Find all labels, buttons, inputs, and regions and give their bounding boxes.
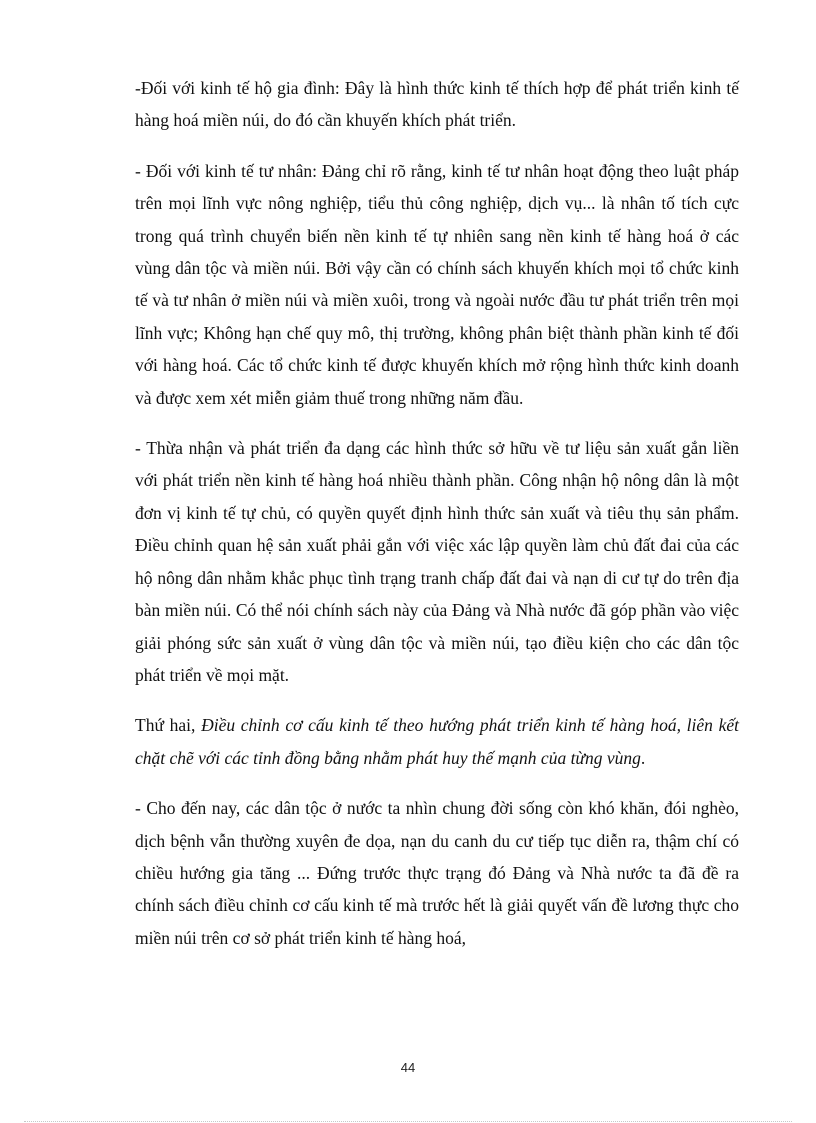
paragraph-second-point: [135, 709, 739, 774]
second-point-lead: Thứ hai,: [135, 715, 196, 736]
body-text: [135, 72, 739, 972]
paragraph-current-situation: - Cho đến nay, các dân tộc ở nước ta nhìn chung đời sống còn khó khăn, đói nghèo, dịch bệnh vẫn thường xuyên đe dọa, nạn du canh du cư tiếp tục diễn ra, thậm chí có chiều hướng gia tăng ... Đứng trước thực trạng đó Đảng và Nhà nước ta đã đề ra chính sách điều chỉnh cơ cấu kinh tế mà trước hết là giải quyết vấn đề lương thực cho miền núi trên cơ sở phát triển kinh tế hàng hoá,: [135, 798, 739, 948]
second-point-tail: .: [640, 747, 646, 768]
second-point-italic-heading: Điều chỉnh cơ cấu kinh tế theo hướng phát triển kinh tế hàng hoá, liên kết chặt chẽ với các tỉnh đồng bằng nhằm phát huy thế mạnh của từng vùng: [135, 715, 739, 768]
paragraph-ownership-forms: - Thừa nhận và phát triển đa dạng các hình thức sở hữu về tư liệu sản xuất gắn liền với phát triển nền kinh tế hàng hoá nhiều thành phần. Công nhận hộ nông dân là một đơn vị kinh tế tự chủ, có quyền quyết định hình thức sản xuất và tiêu thụ sản phẩm. Điều chỉnh quan hệ sản xuất phải gắn với việc xác lập quyền làm chủ đất đai của các hộ nông dân nhằm khắc phục tình trạng tranh chấp đất đai và nạn di cư tự do trên địa bàn miền núi. Có thể nói chính sách này của Đảng và Nhà nước đã góp phần vào việc giải phóng sức sản xuất ở vùng dân tộc và miền núi, tạo điều kiện cho các dân tộc phát triển về mọi mặt.: [135, 438, 739, 685]
page-number: 44: [400, 1060, 416, 1075]
page-bottom-divider: [24, 1121, 792, 1122]
paragraph-private-economy: - Đối với kinh tế tư nhân: Đảng chỉ rõ rằng, kinh tế tư nhân hoạt động theo luật pháp trên mọi lĩnh vực nông nghiệp, tiểu thủ công nghiệp, dịch vụ... là nhân tố tích cực trong quá trình chuyển biến nền kinh tế tự nhiên sang nền kinh tế hàng hoá ở các vùng dân tộc và miền núi. Bởi vậy cần có chính sách khuyến khích mọi tổ chức kinh tế và tư nhân ở miền núi và miền xuôi, trong và ngoài nước đầu tư phát triển trên mọi lĩnh vực; Không hạn chế quy mô, thị trường, không phân biệt thành phần kinh tế đối với hàng hoá. Các tổ chức kinh tế được khuyến khích mở rộng hình thức kinh doanh và được xem xét miễn giảm thuế trong những năm đầu.: [135, 160, 739, 408]
paragraph-household-economy: -Đối với kinh tế hộ gia đình: Đây là hình thức kinh tế thích hợp để phát triển kinh tế hàng hoá miền núi, do đó cần khuyến khích phát triển.: [135, 78, 739, 131]
